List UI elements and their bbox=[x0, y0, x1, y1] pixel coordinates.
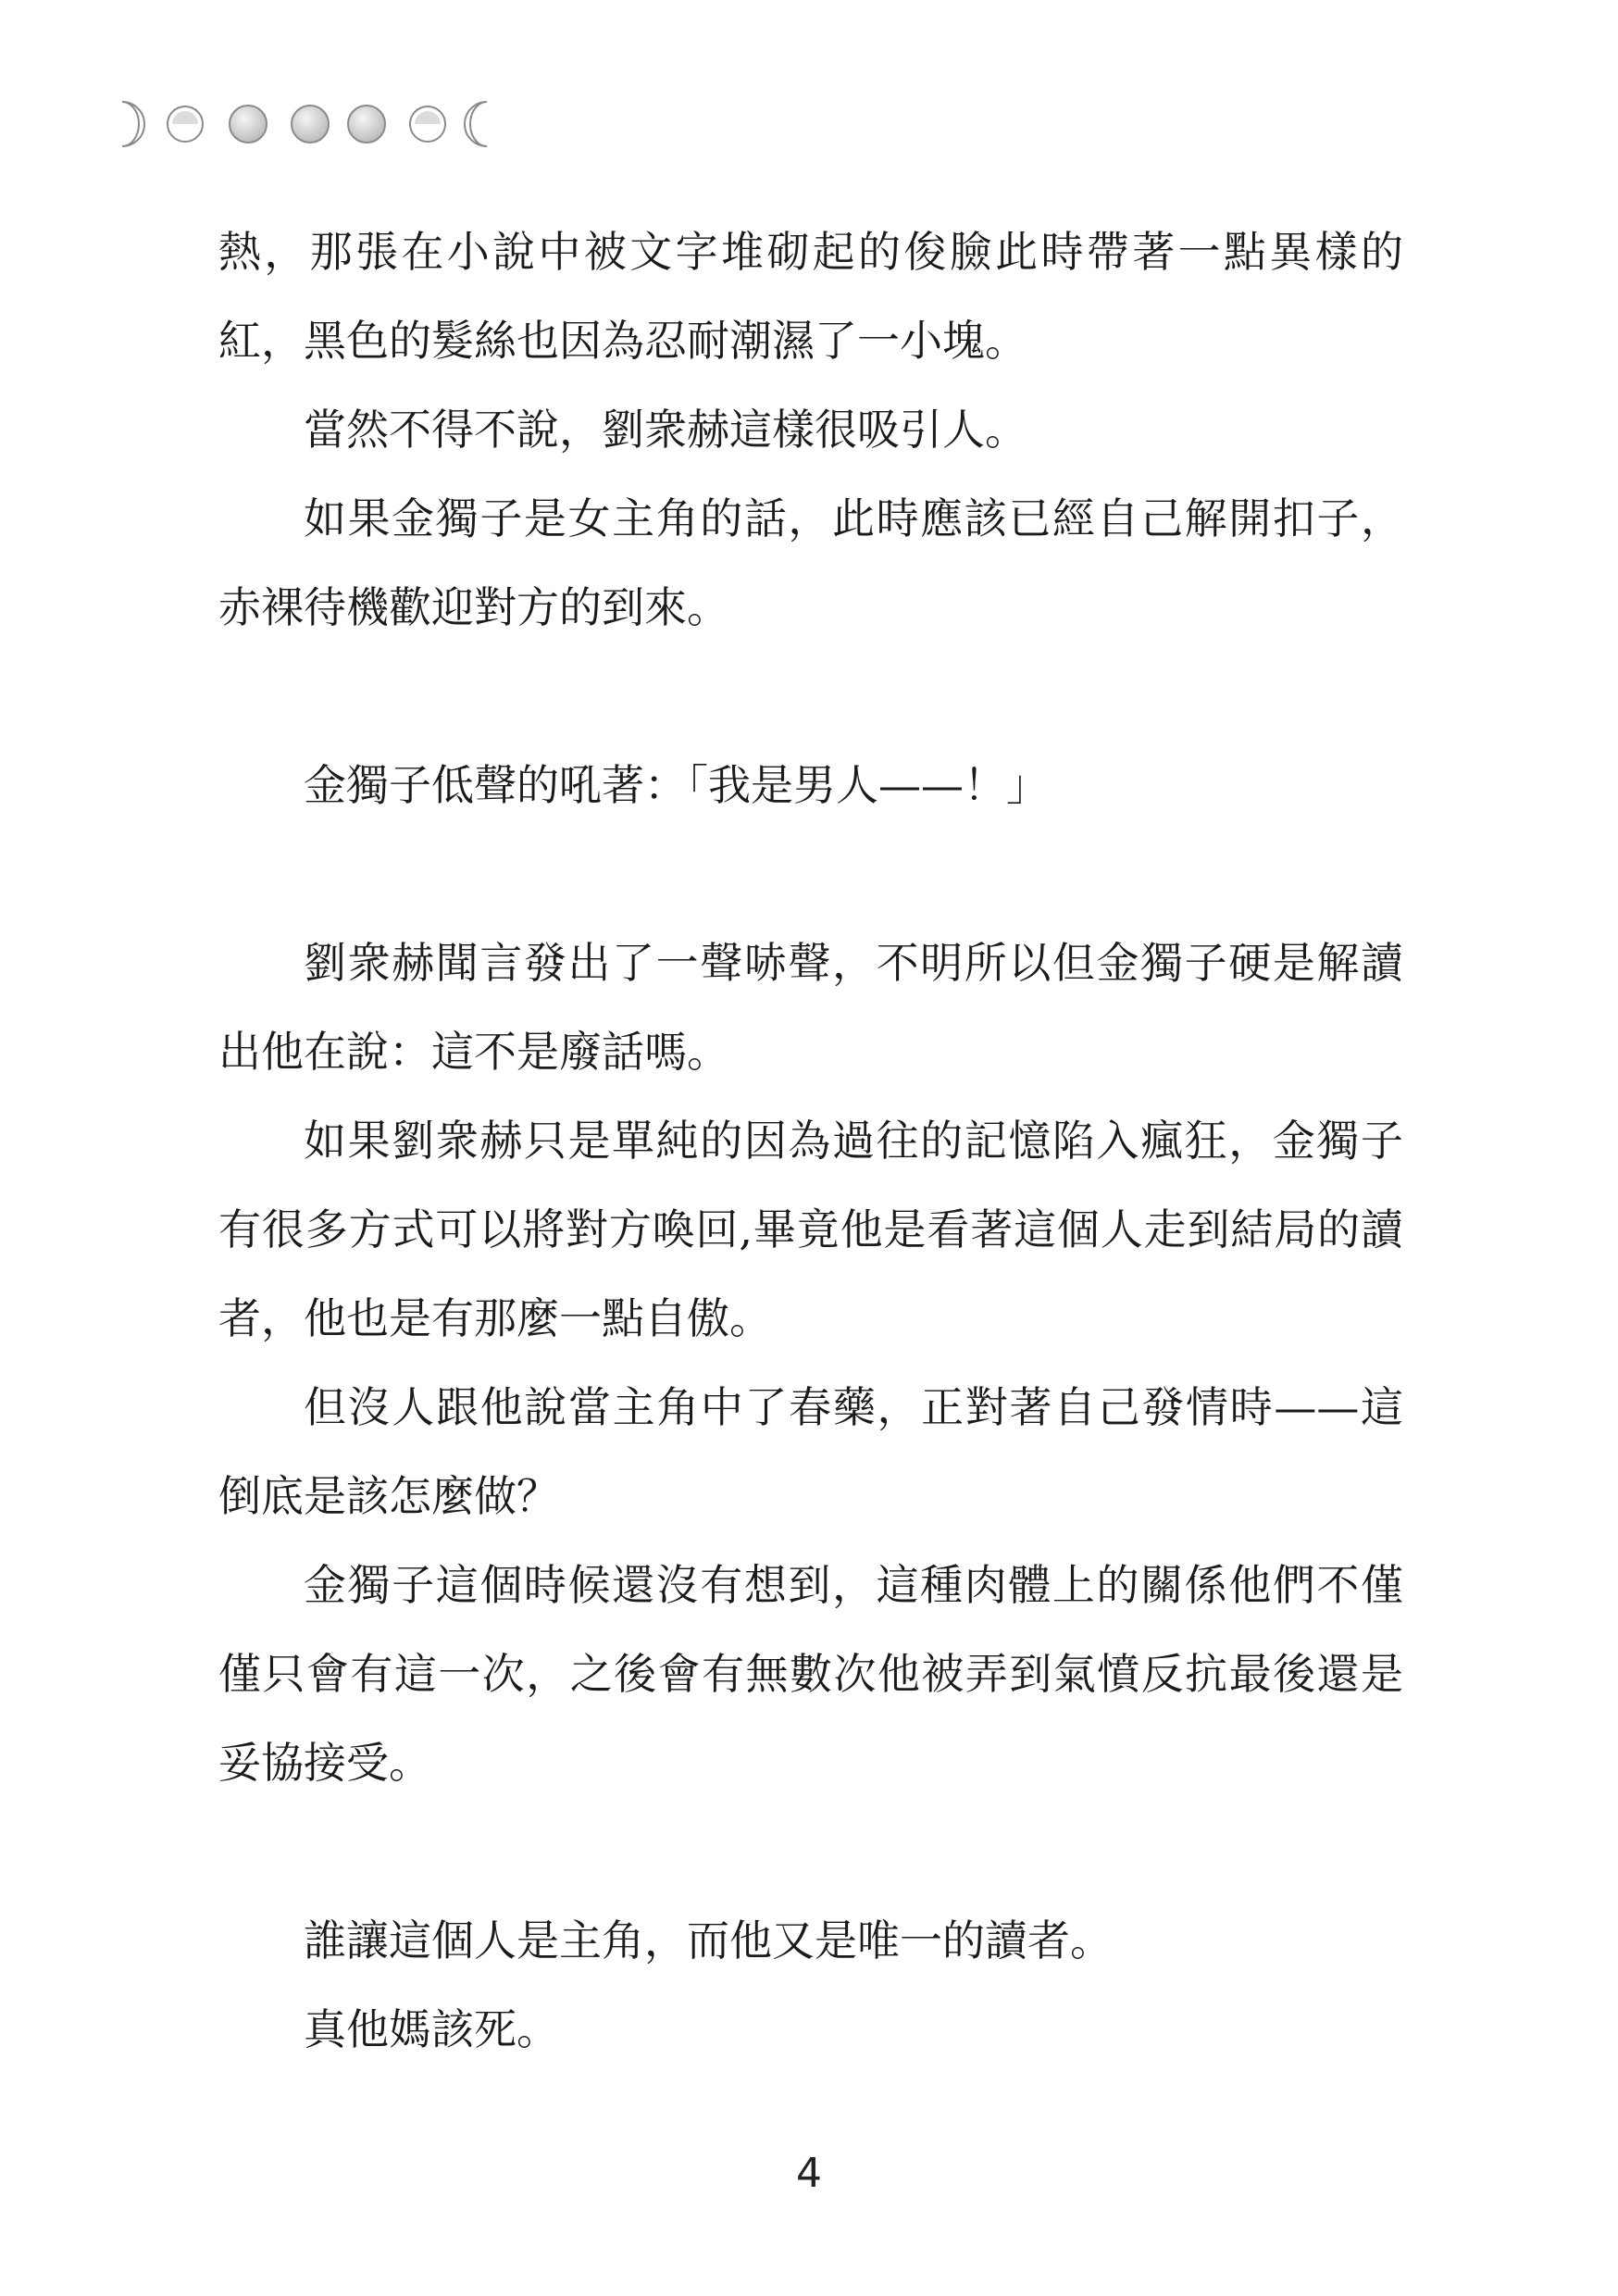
paragraph-spacer bbox=[218, 1807, 1403, 1896]
paragraph: 真他媽該死。 bbox=[304, 2004, 559, 2054]
crescent-moon-icon bbox=[122, 102, 144, 146]
paragraph-spacer bbox=[218, 830, 1403, 918]
paragraph: 如果金獨子是女主角的話，此時應該已經自己解開扣子，赤裸待機歡迎對方的到來。 bbox=[218, 493, 1403, 632]
paragraph: 熱，那張在小說中被文字堆砌起的俊臉此時帶著一點異樣的紅，黑色的髮絲也因為忍耐潮濕了一小塊。 bbox=[218, 227, 1403, 366]
story-body bbox=[218, 207, 1403, 2074]
paragraph-spacer bbox=[218, 652, 1403, 741]
crescent-moon-icon bbox=[465, 102, 487, 146]
paragraph: 當然不得不說，劉衆赫這樣很吸引人。 bbox=[304, 405, 1027, 455]
moon-phase-ornament bbox=[102, 96, 518, 152]
full-moon-shaded-icon bbox=[348, 106, 385, 143]
page-number: 4 bbox=[796, 2150, 822, 2197]
paragraph: 但沒人跟他說當主角中了春藥，正對著自己發情時——這倒底是該怎麼做？ bbox=[218, 1382, 1403, 1521]
paragraph: 誰讓這個人是主角，而他又是唯一的讀者。 bbox=[304, 1915, 1113, 1965]
full-moon-shaded-icon bbox=[230, 106, 267, 143]
full-moon-outline-icon bbox=[410, 106, 445, 142]
paragraph: 如果劉衆赫只是單純的因為過往的記憶陷入瘋狂，金獨子有很多方式可以將對方喚回,畢竟他是看著這個人走到結局的讀者，他也是有那麼一點自傲。 bbox=[218, 1116, 1403, 1343]
paragraph: 金獨子這個時候還沒有想到，這種肉體上的關係他們不僅僅只會有這一次，之後會有無數次他被弄到氣憤反抗最後還是妥協接受。 bbox=[218, 1560, 1403, 1788]
dialogue-paragraph: 金獨子低聲的吼著：「我是男人——！」 bbox=[304, 760, 1049, 810]
full-moon-outline-icon bbox=[168, 106, 203, 142]
paragraph: 劉衆赫聞言發出了一聲哧聲，不明所以但金獨子硬是解讀出他在說：這不是廢話嗎。 bbox=[218, 938, 1403, 1077]
full-moon-shaded-icon bbox=[292, 106, 329, 143]
